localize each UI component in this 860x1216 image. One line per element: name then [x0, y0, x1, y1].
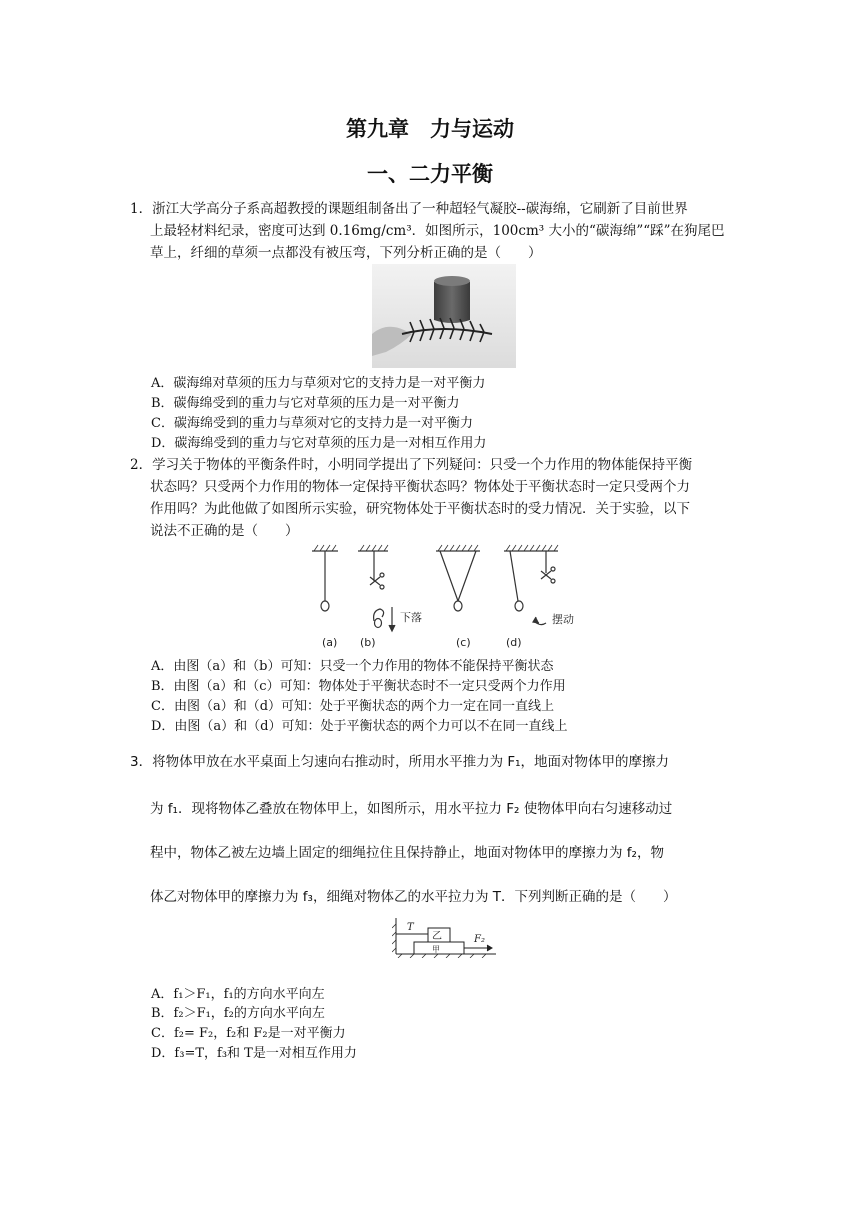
question-2-option-a: A．由图（a）和（b）可知：只受一个力作用的物体不能保持平衡状态: [151, 659, 554, 674]
block-jia-label: 甲: [432, 945, 440, 954]
figure-label-b: (b): [360, 636, 376, 649]
question-2-option-c: C．由图（a）和（d）可知：处于平衡状态的两个力一定在同一直线上: [151, 699, 555, 714]
question-1-option-c: C．碳海绵受到的重力与草须对它的支持力是一对平衡力: [151, 416, 473, 431]
question-1-option-b: B．碳侮绵受到的重力与它对草须的压力是一对平衡力: [151, 396, 460, 411]
question-3-option-a: A．f₁＞F₁，f₁的方向水平向左: [151, 987, 325, 1002]
figure-label-a: (a): [322, 636, 338, 649]
question-1-line: 上最轻材料纪录，密度可达到 0.16mg/cm³．如图所示，100cm³ 大小的“碳海绵”“踩”在狗尾巴: [150, 223, 725, 239]
question-1-line: 草上，纤细的草须一点都没有被压弯，下列分析正确的是（ ）: [150, 245, 542, 261]
question-3-line: 为 f₁．现将物体乙叠放在物体甲上，如图所示，用水平拉力 F₂ 使物体甲向右匀速移动过: [150, 801, 673, 817]
question-3-option-c: C．f₂= F₂，f₂和 F₂是一对平衡力: [151, 1026, 346, 1041]
figure-label-d: (d): [506, 636, 522, 649]
figure-label-c: (c): [456, 636, 471, 649]
question-3-option-d: D．f₃=T，f₃和 T是一对相互作用力: [151, 1046, 357, 1061]
chapter-title: 第九章 力与运动: [346, 117, 514, 141]
tension-label: T: [407, 922, 414, 933]
question-3-line: 程中，物体乙被左边墙上固定的细绳拉住且保持静止，地面对物体甲的摩擦力为 f₂，物: [150, 845, 664, 861]
question-1-option-d: D．碳海绵受到的重力与它对草须的压力是一对相互作用力: [151, 436, 487, 451]
question-3-line: 体乙对物体甲的摩擦力为 f₃，细绳对物体乙的水平拉力为 T．下列判断正确的是（ ）: [150, 889, 677, 905]
question-2-option-b: B．由图（a）和（c）可知：物体处于平衡状态时不一定只受两个力作用: [151, 679, 566, 694]
pendulum-experiment-figure: [308, 543, 580, 655]
fall-label: 下落: [400, 611, 422, 624]
question-2-option-d: D．由图（a）和（d）可知：处于平衡状态的两个力可以不在同一直线上: [151, 719, 568, 734]
question-2-line: 状态吗？只受两个力作用的物体一定保持平衡状态吗？物体处于平衡状态时一定只受两个力: [150, 479, 690, 495]
question-2-line: 说法不正确的是（ ）: [150, 523, 299, 539]
question-1-option-a: A．碳海绵对草须的压力与草须对它的支持力是一对平衡力: [151, 376, 486, 391]
block-yi-label: 乙: [432, 931, 442, 942]
question-2-line: 2．学习关于物体的平衡条件时，小明同学提出了下列疑问：只受一个力作用的物体能保持平衡: [130, 457, 693, 473]
question-2-line: 作用吗？为此他做了如图所示实验，研究物体处于平衡状态时的受力情况．关于实验，以下: [150, 501, 690, 517]
question-3-line: 3．将物体甲放在水平桌面上匀速向右推动时，所用水平推力为 F₁，地面对物体甲的摩擦力: [130, 754, 670, 770]
section-title: 一、二力平衡: [367, 162, 493, 186]
force-f2-label: F₂: [474, 934, 485, 945]
carbon-sponge-photo: [372, 264, 516, 368]
question-3-option-b: B．f₂＞F₁，f₂的方向水平向左: [151, 1006, 325, 1021]
stacked-blocks-figure: [392, 914, 500, 958]
question-1-line: 1．浙江大学高分子系高超教授的课题组制备出了一种超轻气凝胶--碳海绵，它刷新了目前世界: [130, 201, 688, 217]
swing-label: 摆动: [552, 613, 574, 626]
